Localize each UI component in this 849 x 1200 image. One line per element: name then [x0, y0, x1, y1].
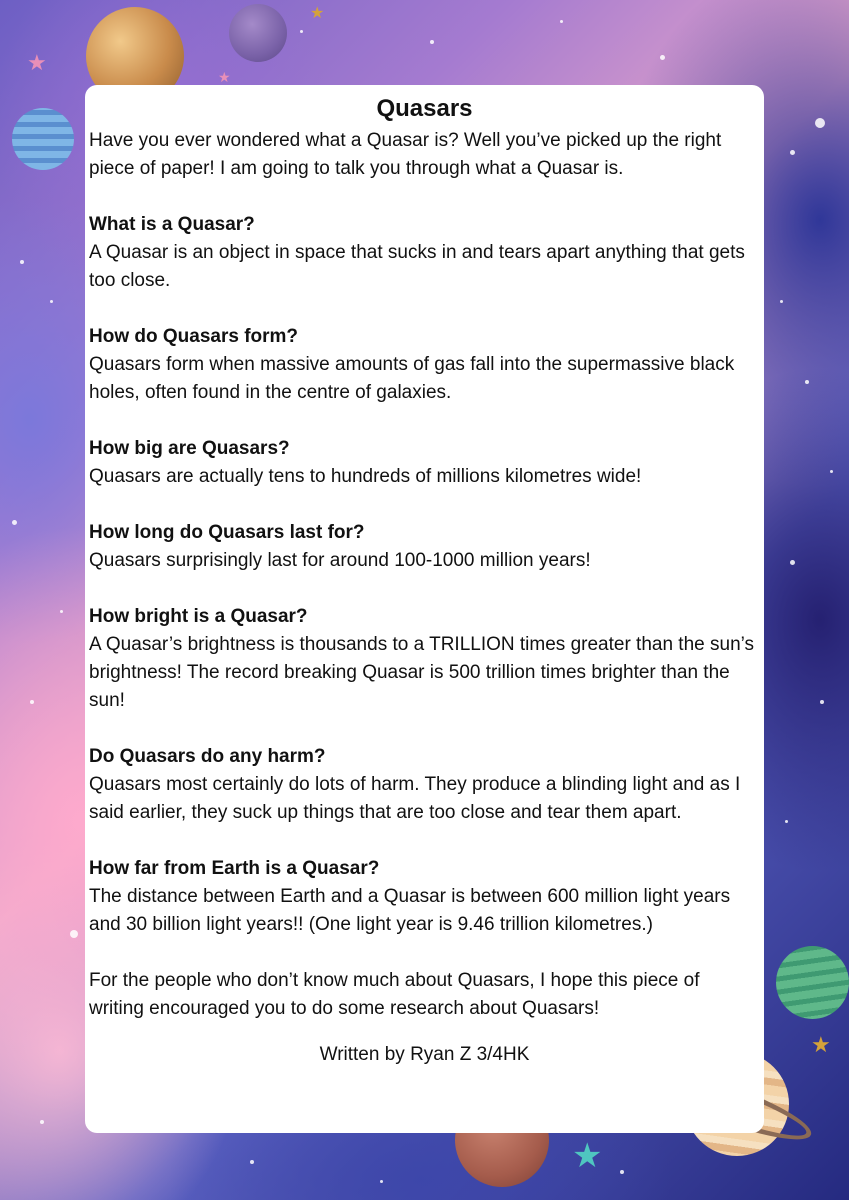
- section-heading: How do Quasars form?: [89, 326, 299, 347]
- star-icon: ★: [218, 69, 231, 85]
- section-body: Quasars most certainly do lots of harm. They produce a blinding light and as I said earlier, they suck up things that are too close and tear them apart.: [89, 774, 741, 823]
- section-body: Quasars are actually tens to hundreds of millions kilometres wide!: [89, 466, 642, 487]
- star-icon: ★: [811, 1032, 831, 1057]
- section-heading: How bright is a Quasar?: [89, 606, 308, 627]
- page-title: Quasars: [376, 95, 473, 122]
- section-body: The distance between Earth and a Quasar is between 600 million light years and 30 billion light years!! (One light year is 9.46 trillion kilometres.): [89, 886, 731, 935]
- intro-paragraph: Have you ever wondered what a Quasar is? Well you’ve picked up the right piece of paper! I am going to talk you through what a Quasar is.: [89, 130, 722, 179]
- green-planet: [776, 946, 849, 1019]
- purple-planet: [229, 4, 287, 62]
- section-heading: Do Quasars do any harm?: [89, 746, 326, 767]
- section-heading: What is a Quasar?: [89, 214, 255, 235]
- section-body: Quasars form when massive amounts of gas fall into the supermassive black holes, often found in the centre of galaxies.: [89, 354, 735, 403]
- star-icon: ★: [27, 50, 47, 75]
- closing-paragraph: For the people who don’t know much about Quasars, I hope this piece of writing encouraged you to do some research about Quasars!: [89, 970, 700, 1019]
- section-body: A Quasar’s brightness is thousands to a TRILLION times greater than the sun’s brightness! The record breaking Quasar is 500 trillion times brighter than the sun!: [89, 634, 755, 711]
- section-heading: How big are Quasars?: [89, 438, 290, 459]
- section-body: A Quasar is an object in space that sucks in and tears apart anything that gets too close.: [89, 242, 745, 291]
- article-body: [89, 127, 759, 1023]
- section-heading: How long do Quasars last for?: [89, 522, 365, 543]
- author-credit: Written by Ryan Z 3/4HK: [319, 1044, 530, 1065]
- star-icon: ★: [572, 1137, 603, 1175]
- section-heading: How far from Earth is a Quasar?: [89, 858, 380, 879]
- section-body: Quasars surprisingly last for around 100-1000 million years!: [89, 550, 591, 571]
- star-icon: ★: [310, 5, 325, 22]
